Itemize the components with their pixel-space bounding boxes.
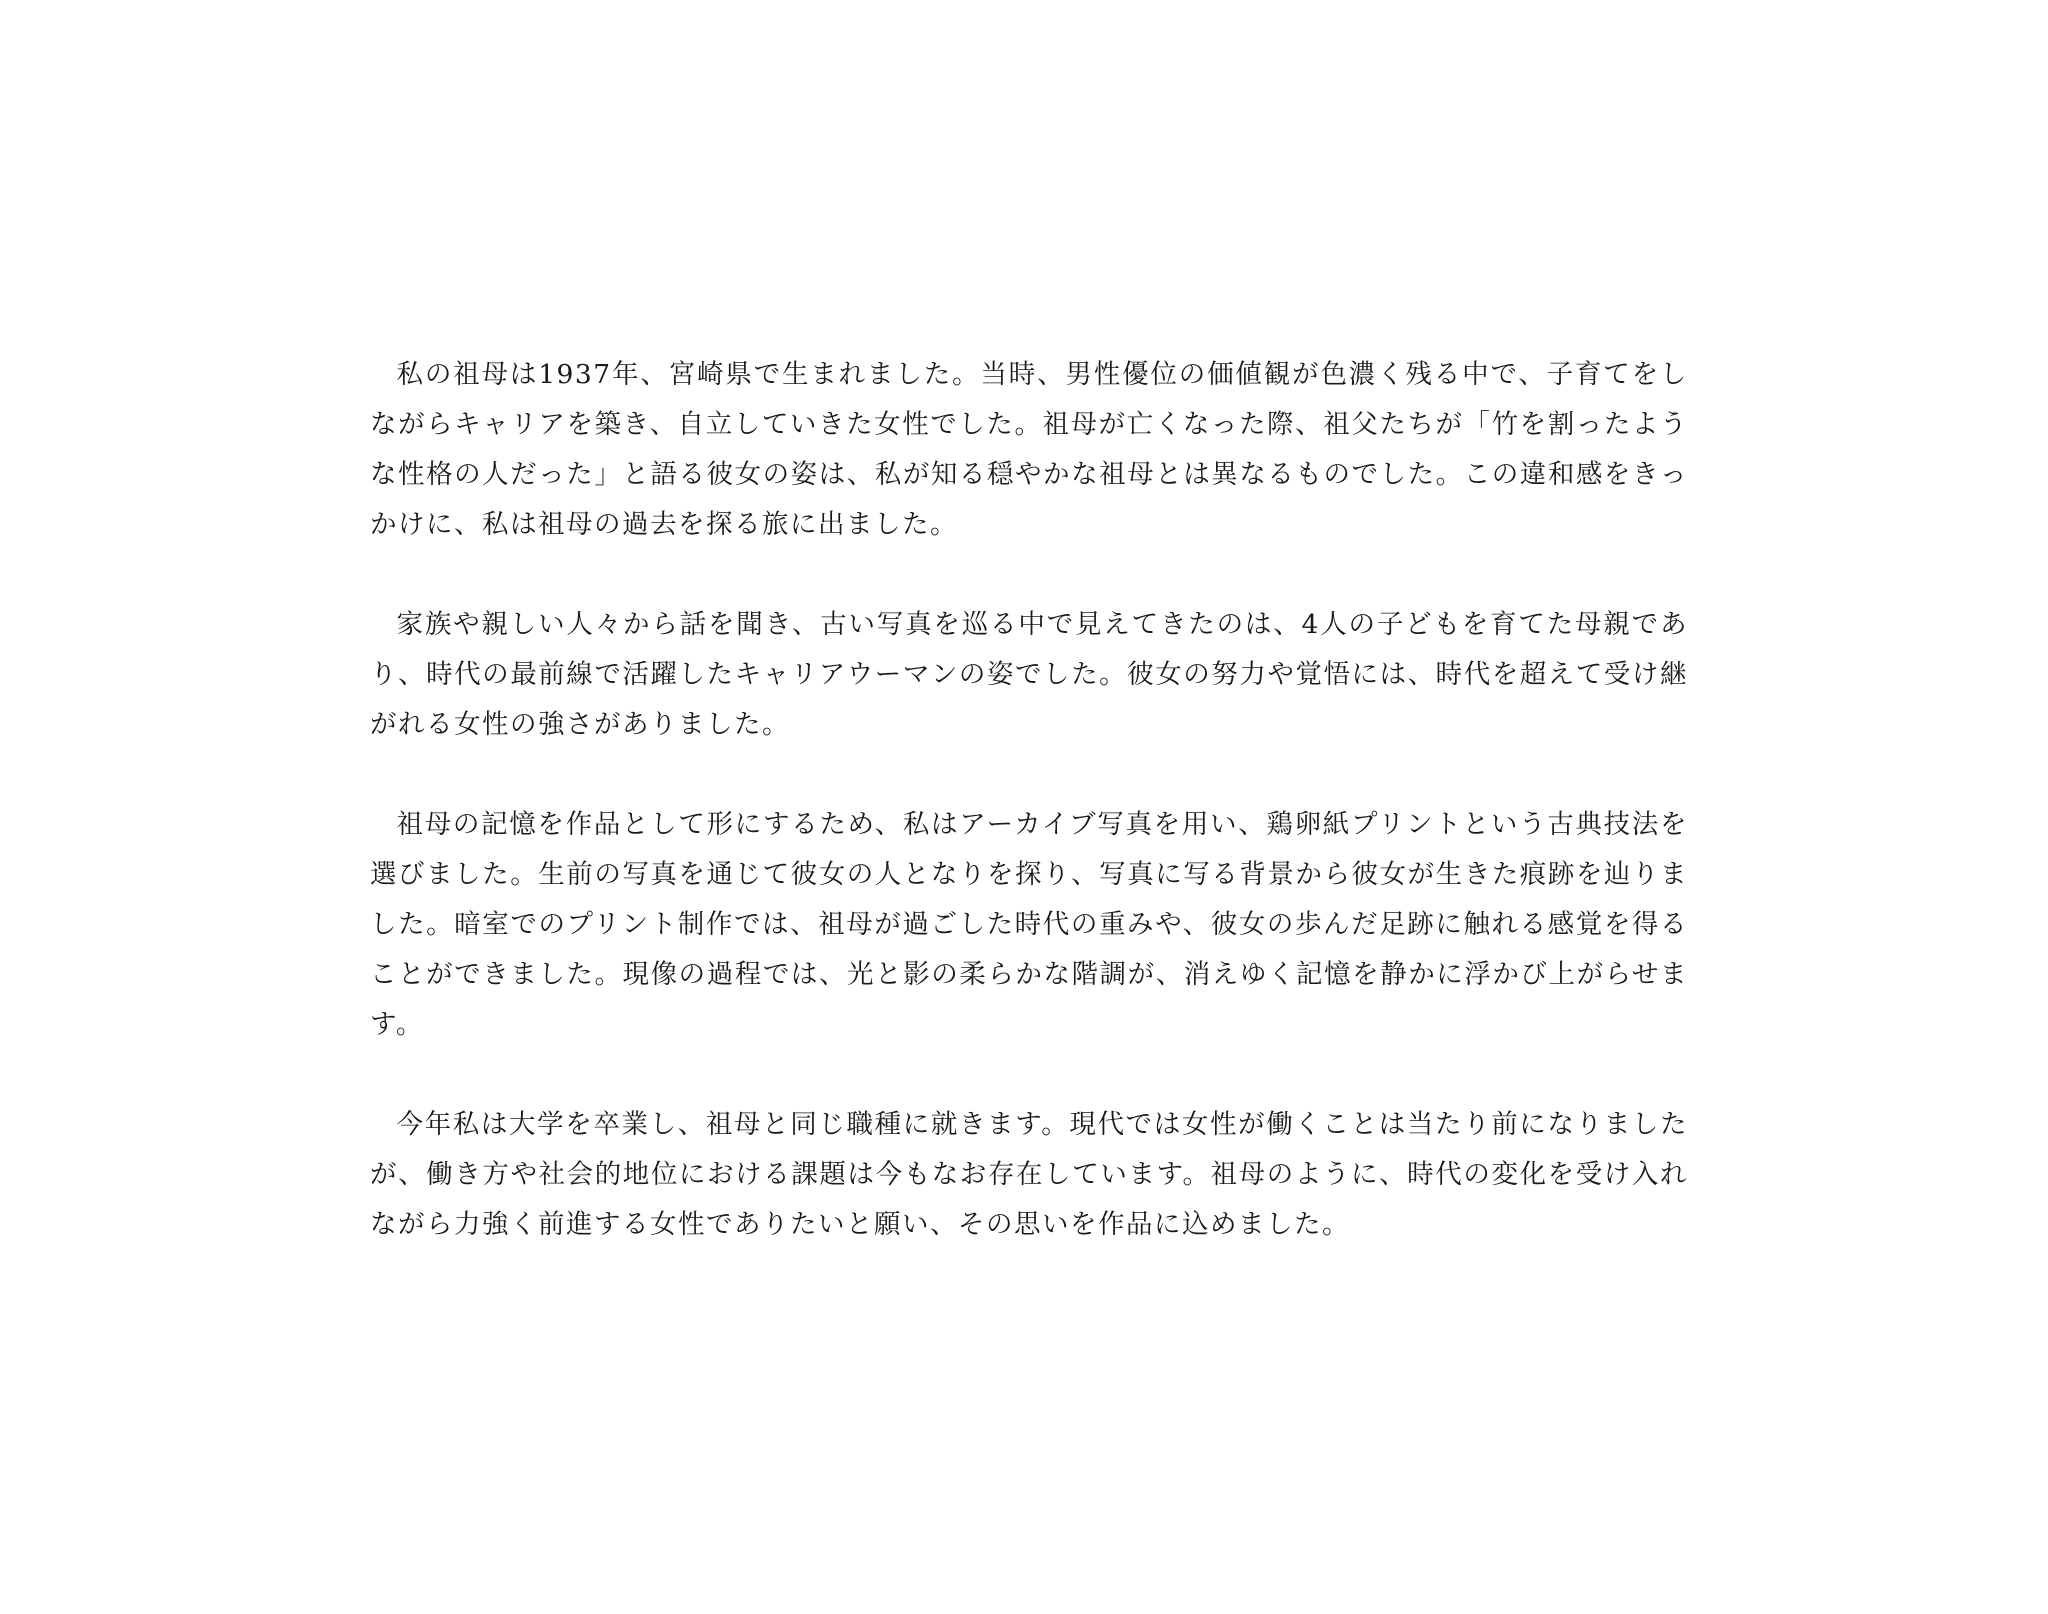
paragraph-4: 今年私は大学を卒業し、祖母と同じ職種に就きます。現代では女性が働くことは当たり前になりましたが、働き方や社会的地位における課題は今もなお存在しています。祖母のように、時代の変化を受け入れながら力強く前進する女性でありたいと願い、その思いを作品に込めました。 bbox=[370, 1109, 1688, 1240]
document-body bbox=[370, 350, 1688, 1300]
paragraph-1: 私の祖母は1937年、宮崎県で生まれました。当時、男性優位の価値観が色濃く残る中で、子育てをしながらキャリアを築き、自立していきた女性でした。祖母が亡くなった際、祖父たちが「竹を割ったような性格の人だった」と語る彼女の姿は、私が知る穏やかな祖母とは異なるものでした。この違和感をきっかけに、私は祖母の過去を探る旅に出ました。 bbox=[370, 359, 1688, 540]
paragraph-2: 家族や親しい人々から話を聞き、古い写真を巡る中で見えてきたのは、4人の子どもを育てた母親であり、時代の最前線で活躍したキャリアウーマンの姿でした。彼女の努力や覚悟には、時代を超えて受け継がれる女性の強さがありました。 bbox=[370, 609, 1688, 740]
paragraph-3: 祖母の記憶を作品として形にするため、私はアーカイブ写真を用い、鶏卵紙プリントという古典技法を選びました。生前の写真を通じて彼女の人となりを探り、写真に写る背景から彼女が生きた痕跡を辿りました。暗室でのプリント制作では、祖母が過ごした時代の重みや、彼女の歩んだ足跡に触れる感覚を得ることができました。現像の過程では、光と影の柔らかな階調が、消えゆく記憶を静かに浮かび上がらせます。 bbox=[370, 809, 1688, 1040]
